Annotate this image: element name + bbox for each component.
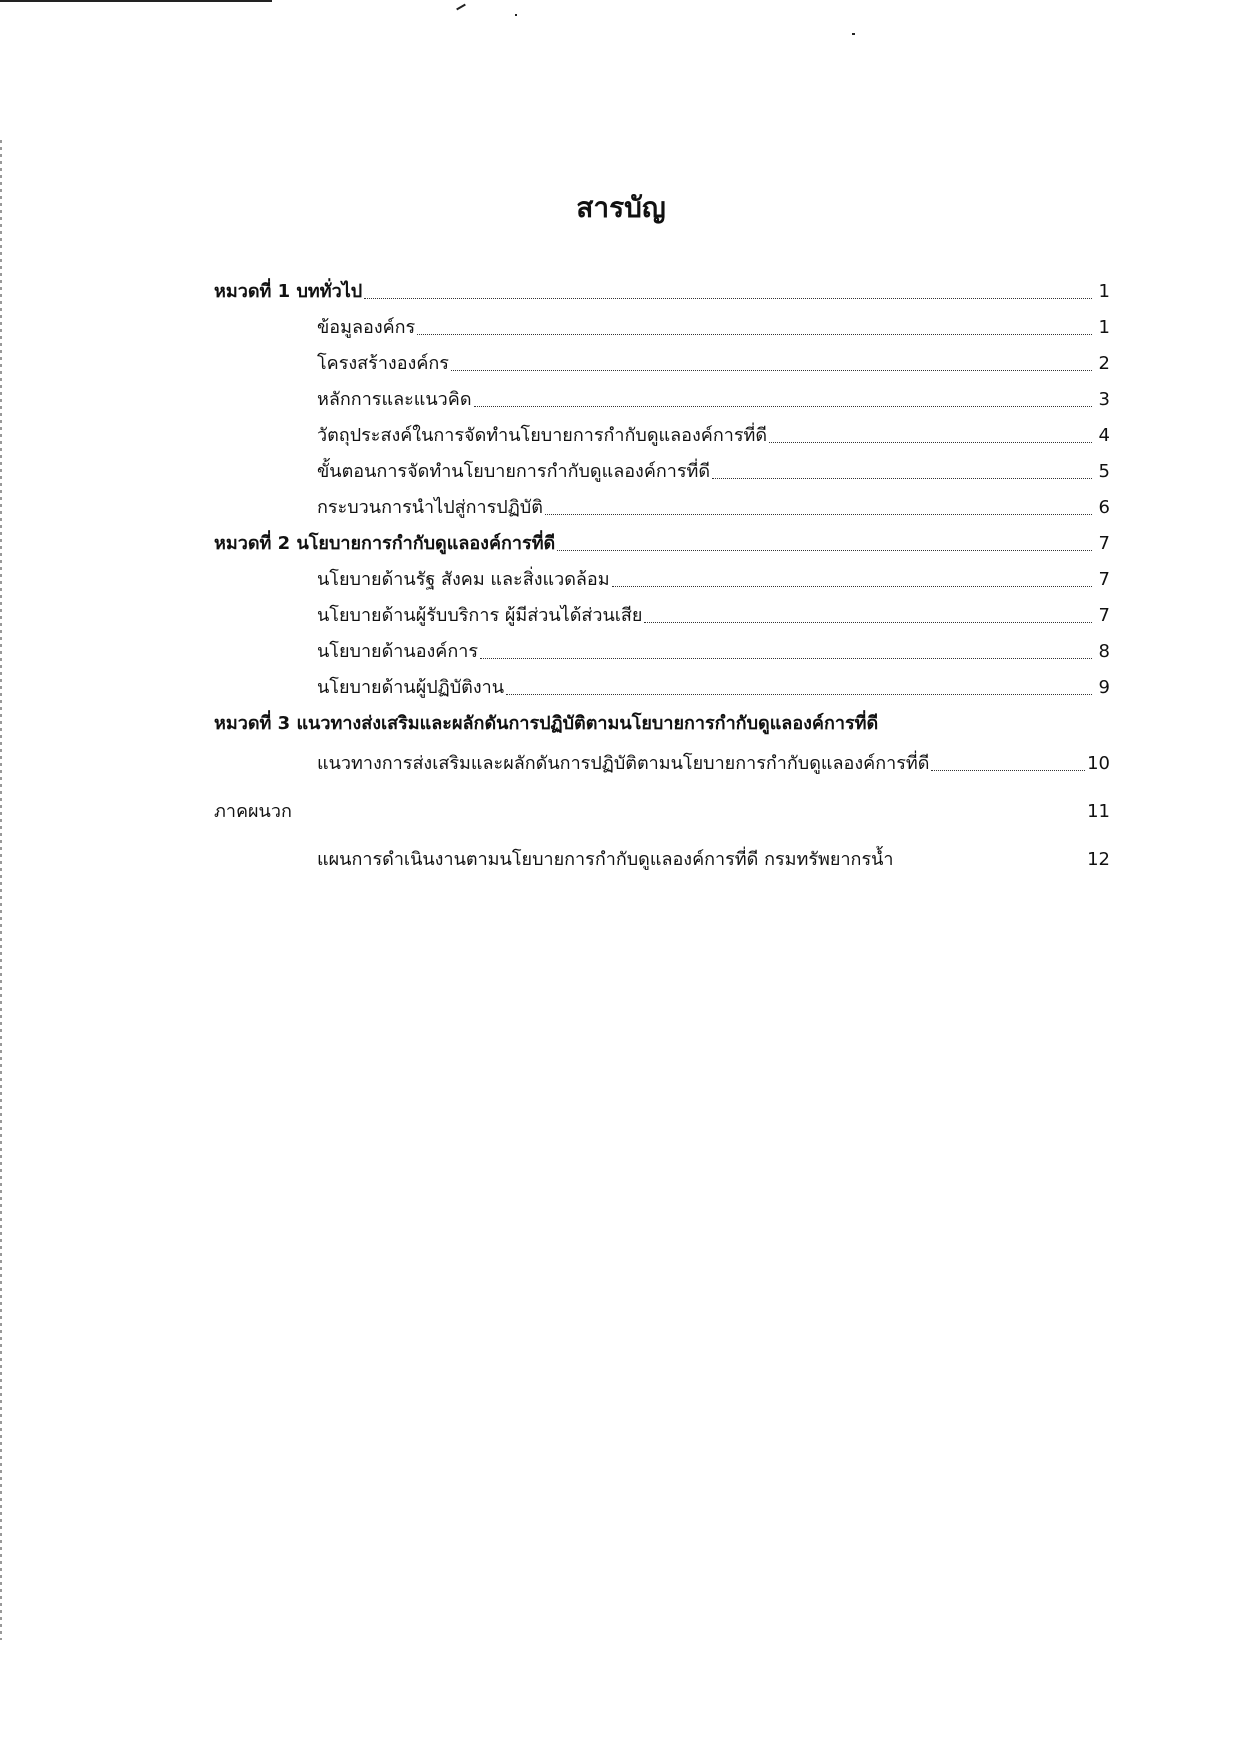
toc-leader-dots xyxy=(474,405,1092,407)
toc-entry-page: 9 xyxy=(1098,677,1110,698)
toc-leader-dots xyxy=(364,297,1092,299)
toc-entry-label: หมวดที่ 3 แนวทางส่งเสริมและผลักดันการปฏิบัติตามนโยบายการกำกับดูแลองค์การที่ดี xyxy=(214,713,879,734)
toc-entry xyxy=(214,448,1110,484)
toc-entry-label: โครงสร้างองค์กร xyxy=(317,353,449,374)
toc-entry xyxy=(214,520,1110,556)
toc-entry-label: หมวดที่ 2 นโยบายการกำกับดูแลองค์การที่ดี xyxy=(214,533,556,554)
table-of-contents xyxy=(214,268,1110,872)
toc-entry-page: 3 xyxy=(1098,389,1110,410)
toc-leader-dots xyxy=(931,769,1085,771)
toc-entry xyxy=(214,664,1110,700)
toc-entry xyxy=(214,304,1110,340)
toc-entry-label: ขั้นตอนการจัดทำนโยบายการกำกับดูแลองค์การที่ดี xyxy=(317,461,711,482)
toc-entry-page: 7 xyxy=(1098,605,1110,626)
toc-entry xyxy=(214,268,1110,304)
toc-entry xyxy=(214,592,1110,628)
toc-entry xyxy=(214,556,1110,592)
toc-leader-dots xyxy=(480,657,1092,659)
toc-entry-page: 6 xyxy=(1098,497,1110,518)
toc-entry xyxy=(214,340,1110,376)
toc-entry-page: 10 xyxy=(1087,753,1110,774)
toc-entry-page: 11 xyxy=(1087,801,1110,822)
toc-entry-page: 8 xyxy=(1098,641,1110,662)
toc-entry-label: นโยบายด้านองค์การ xyxy=(317,641,479,662)
scan-artifact-top-line xyxy=(0,0,272,2)
toc-entry-label: แผนการดำเนินงานตามนโยบายการกำกับดูแลองค์การที่ดี กรมทรัพยากรน้ำ xyxy=(317,849,894,870)
toc-entry xyxy=(214,484,1110,520)
toc-entry-label: หลักการและแนวคิด xyxy=(317,389,472,410)
toc-entry-label: นโยบายด้านรัฐ สังคม และสิ่งแวดล้อม xyxy=(317,569,610,590)
toc-entry-label: นโยบายด้านผู้รับบริการ ผู้มีส่วนได้ส่วนเสีย xyxy=(317,605,643,626)
toc-leader-dots xyxy=(545,513,1092,515)
toc-entry-label: นโยบายด้านผู้ปฏิบัติงาน xyxy=(317,677,505,698)
toc-entry-page: 1 xyxy=(1098,317,1110,338)
page-title: สารบัญ xyxy=(576,191,666,224)
toc-entry-page: 7 xyxy=(1098,533,1110,554)
toc-entry-page: 7 xyxy=(1098,569,1110,590)
toc-leader-dots xyxy=(417,333,1092,335)
toc-leader-dots xyxy=(612,585,1092,587)
toc-entry xyxy=(214,376,1110,412)
toc-entry-page: 4 xyxy=(1098,425,1110,446)
toc-entry-label: กระบวนการนำไปสู่การปฏิบัติ xyxy=(317,497,543,518)
toc-leader-dots xyxy=(557,549,1092,551)
scan-artifact-speck xyxy=(456,4,466,11)
toc-leader-dots xyxy=(769,441,1092,443)
toc-entry-page: 1 xyxy=(1098,281,1110,302)
toc-entry xyxy=(214,628,1110,664)
toc-entry xyxy=(214,740,1110,776)
toc-leader-dots xyxy=(506,693,1092,695)
toc-leader-dots xyxy=(644,621,1092,623)
scan-artifact-speck xyxy=(852,33,855,35)
toc-leader-dots xyxy=(451,369,1092,371)
toc-entry-page: 5 xyxy=(1098,461,1110,482)
scan-artifact-left-edge xyxy=(0,140,2,1640)
toc-entry xyxy=(214,836,1110,872)
toc-entry-label: วัตถุประสงค์ในการจัดทำนโยบายการกำกับดูแลองค์การที่ดี xyxy=(317,425,768,446)
toc-entry-page: 2 xyxy=(1098,353,1110,374)
toc-entry-label: ข้อมูลองค์กร xyxy=(317,317,416,338)
toc-leader-dots xyxy=(712,477,1092,479)
scan-artifact-speck xyxy=(515,14,517,16)
toc-entry-label: หมวดที่ 1 บททั่วไป xyxy=(214,281,363,302)
toc-entry-page: 12 xyxy=(1087,849,1110,870)
toc-entry xyxy=(214,788,1110,824)
toc-entry-label: แนวทางการส่งเสริมและผลักดันการปฏิบัติตามนโยบายการกำกับดูแลองค์การที่ดี xyxy=(317,753,930,774)
toc-entry xyxy=(214,412,1110,448)
toc-entry-label: ภาคผนวก xyxy=(214,801,292,822)
toc-entry xyxy=(214,700,1110,736)
